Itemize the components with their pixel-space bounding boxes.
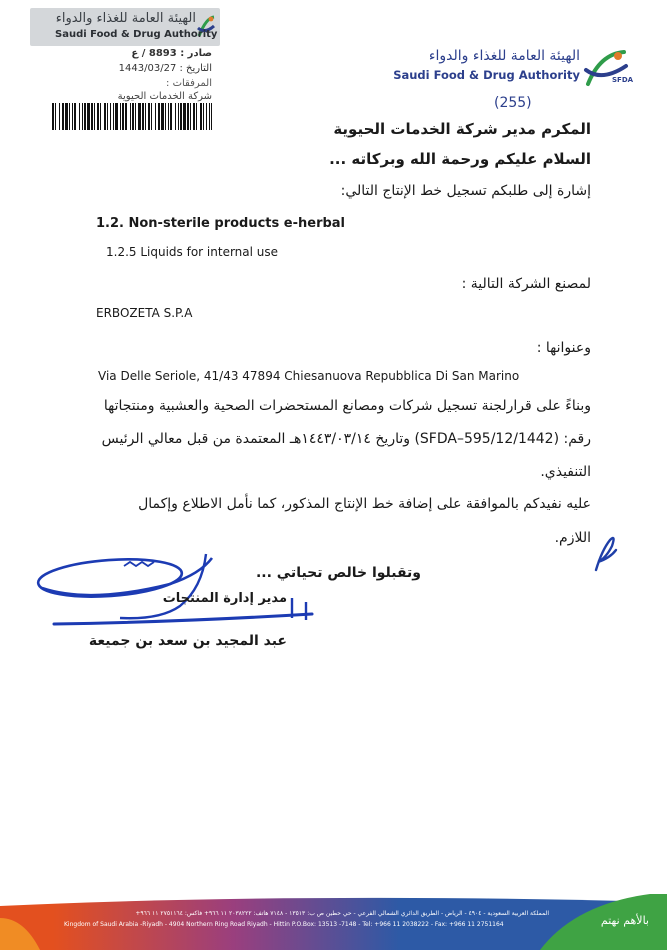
address-label: وعنوانها : <box>536 340 591 356</box>
logo-org-arabic: الهيئة العامة للغذاء والدواء <box>428 48 580 64</box>
barcode-bar <box>107 103 108 130</box>
barcode-bar <box>183 103 186 130</box>
barcode-bar <box>175 103 176 130</box>
stamp-barcode <box>52 103 212 130</box>
barcode-bar <box>59 103 60 130</box>
barcode-bar <box>84 103 86 130</box>
signatory-title: مدير إدارة المنتجات <box>162 591 287 606</box>
barcode-bar <box>165 103 166 130</box>
sfda-logo <box>393 48 638 90</box>
barcode-bar <box>138 103 141 130</box>
barcode-bar <box>91 103 93 130</box>
barcode-bar <box>62 103 64 130</box>
paragraph2-line1: عليه نفيدكم بالموافقة على إضافة خط الإنتاج المذكور، كما نأمل الاطلاع وإكمال <box>138 496 591 512</box>
barcode-bar <box>151 103 152 130</box>
sfda-emblem-icon <box>582 48 638 88</box>
letter-intro: إشارة إلى طلبكم تسجيل خط الإنتاج التالي: <box>340 183 591 199</box>
barcode-bar <box>132 103 134 130</box>
barcode-bar <box>55 103 56 130</box>
barcode-bar <box>155 103 156 130</box>
letter-reference-number: (255) <box>494 95 532 111</box>
barcode-bar <box>135 103 136 130</box>
barcode-bar <box>180 103 182 130</box>
signatory-name: عبد المجيد بن سعد بن جميعة <box>88 633 287 649</box>
barcode-bar <box>82 103 83 130</box>
paragraph1-line2: رقم: (1442/SFDA–595/12) وتاريخ ١٤٤٣/٠٣/١٤هـ المعتمدة من قبل معالي الرئيس <box>101 431 591 447</box>
barcode-bar <box>203 103 204 130</box>
barcode-bar <box>100 103 101 130</box>
barcode-bar <box>193 103 195 130</box>
barcode-bar <box>200 103 202 130</box>
product-category: 1.2. Non-sterile products e-herbal <box>96 216 346 231</box>
barcode-bar <box>69 103 70 130</box>
letter-greeting: السلام عليكم ورحمة الله وبركاته ... <box>329 150 591 168</box>
initial-mark <box>588 532 622 574</box>
barcode-bar <box>113 103 114 130</box>
stamp-org-english: Saudi Food & Drug Authority <box>55 29 218 40</box>
manufacturer-label: لمصنع الشركة التالية : <box>461 276 591 292</box>
barcode-bar <box>130 103 131 130</box>
product-subcategory: 1.2.5 Liquids for internal use <box>106 245 279 259</box>
barcode-bar <box>170 103 172 130</box>
stamp-recipient: شركة الخدمات الحيوية <box>117 91 212 102</box>
barcode-bar <box>178 103 179 130</box>
barcode-bar <box>125 103 127 130</box>
footer-slogan: بالأهم نهتم <box>600 914 649 927</box>
footer-address-english: Kingdom of Saudi Arabia -Riyadh - 4904 Northern Ring Road Riyadh - Hittin P.O.Box: 13513 -7148 - Tel: +966 11 2038222 - Fax: +966 11 2751164 <box>64 921 504 928</box>
footer-band <box>0 888 667 950</box>
stamp-header <box>30 8 220 46</box>
barcode-bar <box>79 103 80 130</box>
page-footer <box>0 888 667 950</box>
logo-mark-text: SFDA <box>612 76 634 84</box>
barcode-bar <box>187 103 189 130</box>
barcode-bar <box>115 103 118 130</box>
manufacturer-name: ERBOZETA S.P.A <box>96 306 193 320</box>
barcode-bar <box>74 103 76 130</box>
manufacturer-address: Via Delle Seriole, 41/43 47894 Chiesanuova Repubblica Di San Marino <box>98 369 520 383</box>
barcode-bar <box>148 103 150 130</box>
paragraph2-line2: اللازم. <box>554 530 591 546</box>
paragraph1-line1: وبناءً على قرارلجنة تسجيل شركات ومصانع المستحضرات الصحية والعشبية ومنتجاتها <box>103 398 591 414</box>
barcode-bar <box>209 103 210 130</box>
barcode-bar <box>161 103 164 130</box>
barcode-bar <box>97 103 99 130</box>
letter-addressee: المكرم مدير شركة الخدمات الحيوية <box>333 120 591 138</box>
barcode-bar <box>206 103 207 130</box>
barcode-bar <box>110 103 111 130</box>
barcode-bar <box>52 103 54 130</box>
footer-address-arabic: المملكة العربية السعودية - ٤٩٠٤ - الرياض - الطريق الدائري الشمالي الفرعي - حي حطين ص ب: ١٣٥١٣ - ٧١٤٨ هاتف: ٢٠٣٨٢٢٢ ١١ ٩٦٦+ فاكس: ٢٧٥١١٦٤ ١١ ٩٦٦+ <box>135 910 549 917</box>
barcode-bar <box>142 103 144 130</box>
barcode-bar <box>211 103 212 130</box>
barcode-bar <box>65 103 68 130</box>
outgoing-stamp <box>30 8 220 130</box>
barcode-bar <box>72 103 73 130</box>
barcode-bar <box>87 103 90 130</box>
logo-org-english: Saudi Food & Drug Authority <box>393 68 580 82</box>
barcode-bar <box>190 103 191 130</box>
barcode-bar <box>168 103 169 130</box>
barcode-bar <box>196 103 197 130</box>
barcode-bar <box>120 103 121 130</box>
stamp-attachments: المرفقات : <box>166 78 212 89</box>
paragraph1-line3: التنفيذي. <box>540 464 591 480</box>
stamp-outgoing-number: صادر : 8893 / ع <box>131 48 212 59</box>
letter-closing: وتقبلوا خالص تحياتي ... <box>255 565 421 581</box>
barcode-bar <box>145 103 146 130</box>
stamp-org-arabic: الهيئة العامة للغذاء والدواء <box>55 11 196 26</box>
barcode-bar <box>104 103 106 130</box>
barcode-bar <box>94 103 95 130</box>
stamp-date: التاريخ : 1443/03/27 <box>118 63 212 74</box>
barcode-bar <box>158 103 160 130</box>
barcode-bar <box>122 103 124 130</box>
